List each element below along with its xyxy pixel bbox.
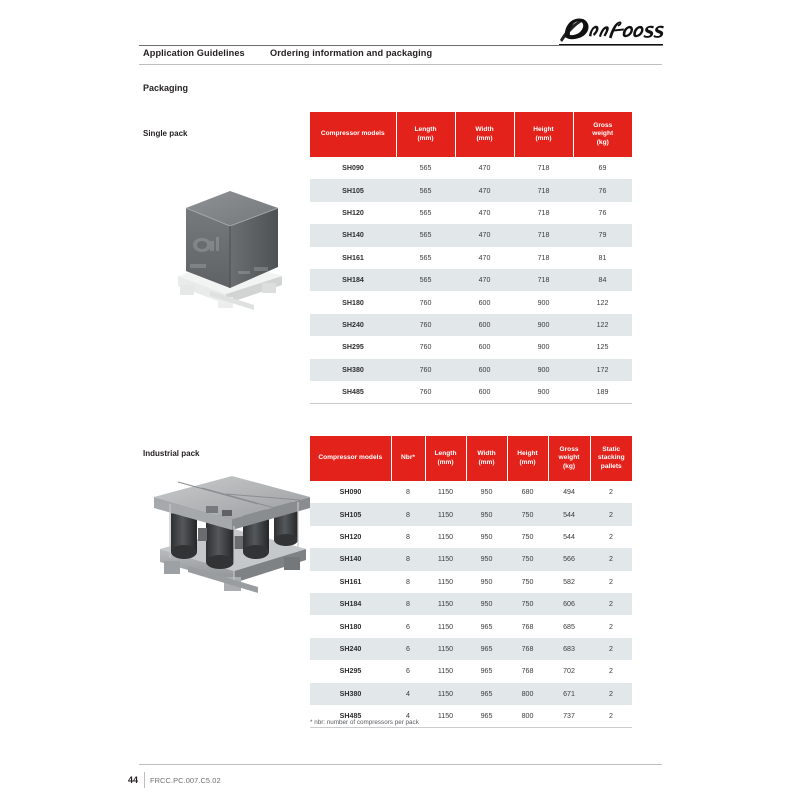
table-cell: 965 bbox=[466, 615, 507, 637]
table-cell: 122 bbox=[573, 291, 632, 313]
table-cell: 8 bbox=[391, 548, 425, 570]
single-pack-table bbox=[310, 112, 632, 404]
table-cell: 1150 bbox=[425, 503, 466, 525]
cell-compressor-model: SH090 bbox=[310, 481, 391, 503]
column-header-width bbox=[455, 112, 514, 157]
header-text: Height (mm) bbox=[517, 450, 538, 466]
table-cell: 125 bbox=[573, 336, 632, 358]
table-cell: 79 bbox=[573, 224, 632, 246]
table-row bbox=[310, 269, 632, 291]
cell-compressor-model: SH120 bbox=[310, 526, 391, 548]
table-cell: 2 bbox=[590, 481, 632, 503]
header-left-title: Application Guidelines bbox=[143, 48, 245, 58]
header-text: Static stacking pallets bbox=[597, 445, 625, 470]
table-cell: 470 bbox=[455, 247, 514, 269]
table-cell: 470 bbox=[455, 269, 514, 291]
document-code: FRCC.PC.007.C5.02 bbox=[150, 776, 221, 785]
table-row bbox=[310, 526, 632, 548]
table-cell: 544 bbox=[548, 526, 590, 548]
table-cell: 718 bbox=[514, 269, 573, 291]
table-cell: 69 bbox=[573, 157, 632, 179]
table-cell: 965 bbox=[466, 660, 507, 682]
table-cell: 565 bbox=[396, 157, 455, 179]
cell-compressor-model: SH295 bbox=[310, 660, 391, 682]
table-cell: 1150 bbox=[425, 705, 466, 728]
table-cell: 189 bbox=[573, 381, 632, 404]
table-row bbox=[310, 381, 632, 404]
cell-compressor-model: SH090 bbox=[310, 157, 396, 179]
table-cell: 544 bbox=[548, 503, 590, 525]
table-cell: 600 bbox=[455, 336, 514, 358]
table-cell: 81 bbox=[573, 247, 632, 269]
industrial-pack-table-body bbox=[310, 481, 632, 728]
table-cell: 84 bbox=[573, 269, 632, 291]
table-cell: 606 bbox=[548, 593, 590, 615]
table-cell: 718 bbox=[514, 179, 573, 201]
table-row bbox=[310, 359, 632, 381]
table-cell: 768 bbox=[507, 660, 548, 682]
table-cell: 760 bbox=[396, 381, 455, 404]
table-cell: 965 bbox=[466, 638, 507, 660]
table-cell: 718 bbox=[514, 157, 573, 179]
column-header-length bbox=[425, 436, 466, 481]
table-cell: 750 bbox=[507, 571, 548, 593]
table-cell: 1150 bbox=[425, 615, 466, 637]
header-text: Gross weight (kg) bbox=[592, 121, 614, 146]
table-cell: 760 bbox=[396, 314, 455, 336]
table-header-row bbox=[310, 436, 632, 481]
table-cell: 750 bbox=[507, 503, 548, 525]
table-cell: 172 bbox=[573, 359, 632, 381]
footer-divider bbox=[144, 772, 145, 788]
header-right-title: Ordering information and packaging bbox=[270, 48, 433, 58]
table-cell: 768 bbox=[507, 638, 548, 660]
cell-compressor-model: SH184 bbox=[310, 593, 391, 615]
table-cell: 718 bbox=[514, 247, 573, 269]
table-cell: 680 bbox=[507, 481, 548, 503]
cell-compressor-model: SH140 bbox=[310, 548, 391, 570]
table-cell: 2 bbox=[590, 571, 632, 593]
table-cell: 1150 bbox=[425, 571, 466, 593]
table-cell: 750 bbox=[507, 548, 548, 570]
table-cell: 800 bbox=[507, 683, 548, 705]
table-row bbox=[310, 571, 632, 593]
cell-compressor-model: SH105 bbox=[310, 503, 391, 525]
table-cell: 470 bbox=[455, 157, 514, 179]
table-cell: 600 bbox=[455, 314, 514, 336]
header-text: Width (mm) bbox=[477, 450, 496, 466]
table-row bbox=[310, 548, 632, 570]
table-cell: 566 bbox=[548, 548, 590, 570]
table-cell: 8 bbox=[391, 571, 425, 593]
table-cell: 1150 bbox=[425, 683, 466, 705]
table-cell: 565 bbox=[396, 202, 455, 224]
cell-compressor-model: SH140 bbox=[310, 224, 396, 246]
table-cell: 8 bbox=[391, 503, 425, 525]
table-cell: 600 bbox=[455, 359, 514, 381]
cell-compressor-model: SH105 bbox=[310, 179, 396, 201]
column-header-compressor-models bbox=[310, 112, 396, 157]
column-header-static-stacking-pallets bbox=[590, 436, 632, 481]
table-cell: 2 bbox=[590, 526, 632, 548]
table-cell: 950 bbox=[466, 526, 507, 548]
table-cell: 470 bbox=[455, 224, 514, 246]
cell-compressor-model: SH180 bbox=[310, 291, 396, 313]
table-cell: 2 bbox=[590, 705, 632, 728]
column-header-compressor-models bbox=[310, 436, 391, 481]
single-pack-table-body bbox=[310, 157, 632, 404]
table-row bbox=[310, 202, 632, 224]
table-row bbox=[310, 615, 632, 637]
table-cell: 2 bbox=[590, 503, 632, 525]
page-title: Packaging bbox=[143, 83, 189, 93]
table-cell: 470 bbox=[455, 202, 514, 224]
industrial-pack-illustration bbox=[148, 470, 316, 595]
cell-compressor-model: SH380 bbox=[310, 359, 396, 381]
single-pack-label: Single pack bbox=[143, 129, 188, 138]
table-cell: 760 bbox=[396, 359, 455, 381]
header-text: Gross weight (kg) bbox=[558, 445, 580, 470]
table-row bbox=[310, 638, 632, 660]
table-cell: 900 bbox=[514, 381, 573, 404]
cell-compressor-model: SH295 bbox=[310, 336, 396, 358]
table-row bbox=[310, 291, 632, 313]
cell-compressor-model: SH161 bbox=[310, 247, 396, 269]
table-cell: 565 bbox=[396, 224, 455, 246]
header-text: Nbr* bbox=[401, 454, 415, 462]
cell-compressor-model: SH184 bbox=[310, 269, 396, 291]
table-cell: 950 bbox=[466, 571, 507, 593]
header-text: Length (mm) bbox=[414, 126, 437, 142]
header-rule-top bbox=[139, 45, 662, 46]
table-header-row bbox=[310, 112, 632, 157]
table-row bbox=[310, 224, 632, 246]
table-row bbox=[310, 593, 632, 615]
column-header-nbr bbox=[391, 436, 425, 481]
cell-compressor-model: SH180 bbox=[310, 615, 391, 637]
table-row bbox=[310, 314, 632, 336]
table-cell: 565 bbox=[396, 269, 455, 291]
table-cell: 2 bbox=[590, 593, 632, 615]
table-cell: 565 bbox=[396, 247, 455, 269]
header-rule-bottom bbox=[139, 64, 662, 65]
table-cell: 582 bbox=[548, 571, 590, 593]
table-cell: 718 bbox=[514, 224, 573, 246]
cell-compressor-model: SH380 bbox=[310, 683, 391, 705]
cell-compressor-model: SH485 bbox=[310, 381, 396, 404]
table-cell: 565 bbox=[396, 179, 455, 201]
table-row bbox=[310, 336, 632, 358]
header-text: Width (mm) bbox=[475, 126, 494, 142]
single-pack-illustration bbox=[150, 163, 310, 313]
industrial-pack-footnote: * nbr: number of compressors per pack bbox=[310, 719, 419, 726]
table-cell: 6 bbox=[391, 638, 425, 660]
table-cell: 718 bbox=[514, 202, 573, 224]
table-cell: 683 bbox=[548, 638, 590, 660]
table-cell: 2 bbox=[590, 683, 632, 705]
table-cell: 760 bbox=[396, 291, 455, 313]
table-cell: 1150 bbox=[425, 481, 466, 503]
table-cell: 494 bbox=[548, 481, 590, 503]
table-cell: 1150 bbox=[425, 638, 466, 660]
column-header-gross-weight bbox=[573, 112, 632, 157]
table-cell: 8 bbox=[391, 593, 425, 615]
table-cell: 2 bbox=[590, 548, 632, 570]
table-row bbox=[310, 179, 632, 201]
table-cell: 1150 bbox=[425, 526, 466, 548]
table-cell: 1150 bbox=[425, 660, 466, 682]
header-text: Compressor models bbox=[318, 454, 383, 462]
table-cell: 950 bbox=[466, 548, 507, 570]
table-cell: 600 bbox=[455, 381, 514, 404]
column-header-length bbox=[396, 112, 455, 157]
table-cell: 900 bbox=[514, 291, 573, 313]
column-header-height bbox=[514, 112, 573, 157]
table-cell: 965 bbox=[466, 705, 507, 728]
header-text: Height (mm) bbox=[533, 126, 554, 142]
table-cell: 76 bbox=[573, 202, 632, 224]
table-cell: 737 bbox=[548, 705, 590, 728]
cell-compressor-model: SH120 bbox=[310, 202, 396, 224]
table-cell: 800 bbox=[507, 705, 548, 728]
footer-rule bbox=[139, 764, 662, 765]
column-header-width bbox=[466, 436, 507, 481]
table-cell: 950 bbox=[466, 593, 507, 615]
cell-compressor-model: SH161 bbox=[310, 571, 391, 593]
table-row bbox=[310, 247, 632, 269]
table-cell: 76 bbox=[573, 179, 632, 201]
table-cell: 900 bbox=[514, 336, 573, 358]
table-cell: 4 bbox=[391, 683, 425, 705]
header-text: Length (mm) bbox=[434, 450, 457, 466]
table-cell: 470 bbox=[455, 179, 514, 201]
table-cell: 2 bbox=[590, 660, 632, 682]
industrial-pack-table bbox=[310, 436, 632, 728]
table-cell: 702 bbox=[548, 660, 590, 682]
column-header-height bbox=[507, 436, 548, 481]
column-header-gross-weight bbox=[548, 436, 590, 481]
table-cell: 1150 bbox=[425, 548, 466, 570]
header-text: Compressor models bbox=[320, 130, 385, 138]
table-cell: 122 bbox=[573, 314, 632, 336]
table-cell: 2 bbox=[590, 615, 632, 637]
cell-compressor-model: SH485 bbox=[310, 705, 391, 728]
danfoss-logo bbox=[556, 14, 666, 48]
table-row bbox=[310, 481, 632, 503]
table-cell: 900 bbox=[514, 314, 573, 336]
industrial-pack-label: Industrial pack bbox=[143, 449, 200, 458]
table-cell: 4 bbox=[391, 705, 425, 728]
table-cell: 965 bbox=[466, 683, 507, 705]
table-cell: 6 bbox=[391, 660, 425, 682]
table-cell: 1150 bbox=[425, 593, 466, 615]
page-number: 44 bbox=[128, 775, 139, 785]
table-row bbox=[310, 157, 632, 179]
table-cell: 760 bbox=[396, 336, 455, 358]
table-cell: 900 bbox=[514, 359, 573, 381]
table-row bbox=[310, 503, 632, 525]
table-cell: 2 bbox=[590, 638, 632, 660]
table-cell: 8 bbox=[391, 526, 425, 548]
table-cell: 600 bbox=[455, 291, 514, 313]
table-row bbox=[310, 683, 632, 705]
table-cell: 768 bbox=[507, 615, 548, 637]
table-cell: 750 bbox=[507, 593, 548, 615]
table-cell: 950 bbox=[466, 503, 507, 525]
table-cell: 8 bbox=[391, 481, 425, 503]
table-cell: 6 bbox=[391, 615, 425, 637]
table-cell: 750 bbox=[507, 526, 548, 548]
table-row bbox=[310, 660, 632, 682]
table-cell: 685 bbox=[548, 615, 590, 637]
cell-compressor-model: SH240 bbox=[310, 638, 391, 660]
table-cell: 671 bbox=[548, 683, 590, 705]
cell-compressor-model: SH240 bbox=[310, 314, 396, 336]
table-cell: 950 bbox=[466, 481, 507, 503]
